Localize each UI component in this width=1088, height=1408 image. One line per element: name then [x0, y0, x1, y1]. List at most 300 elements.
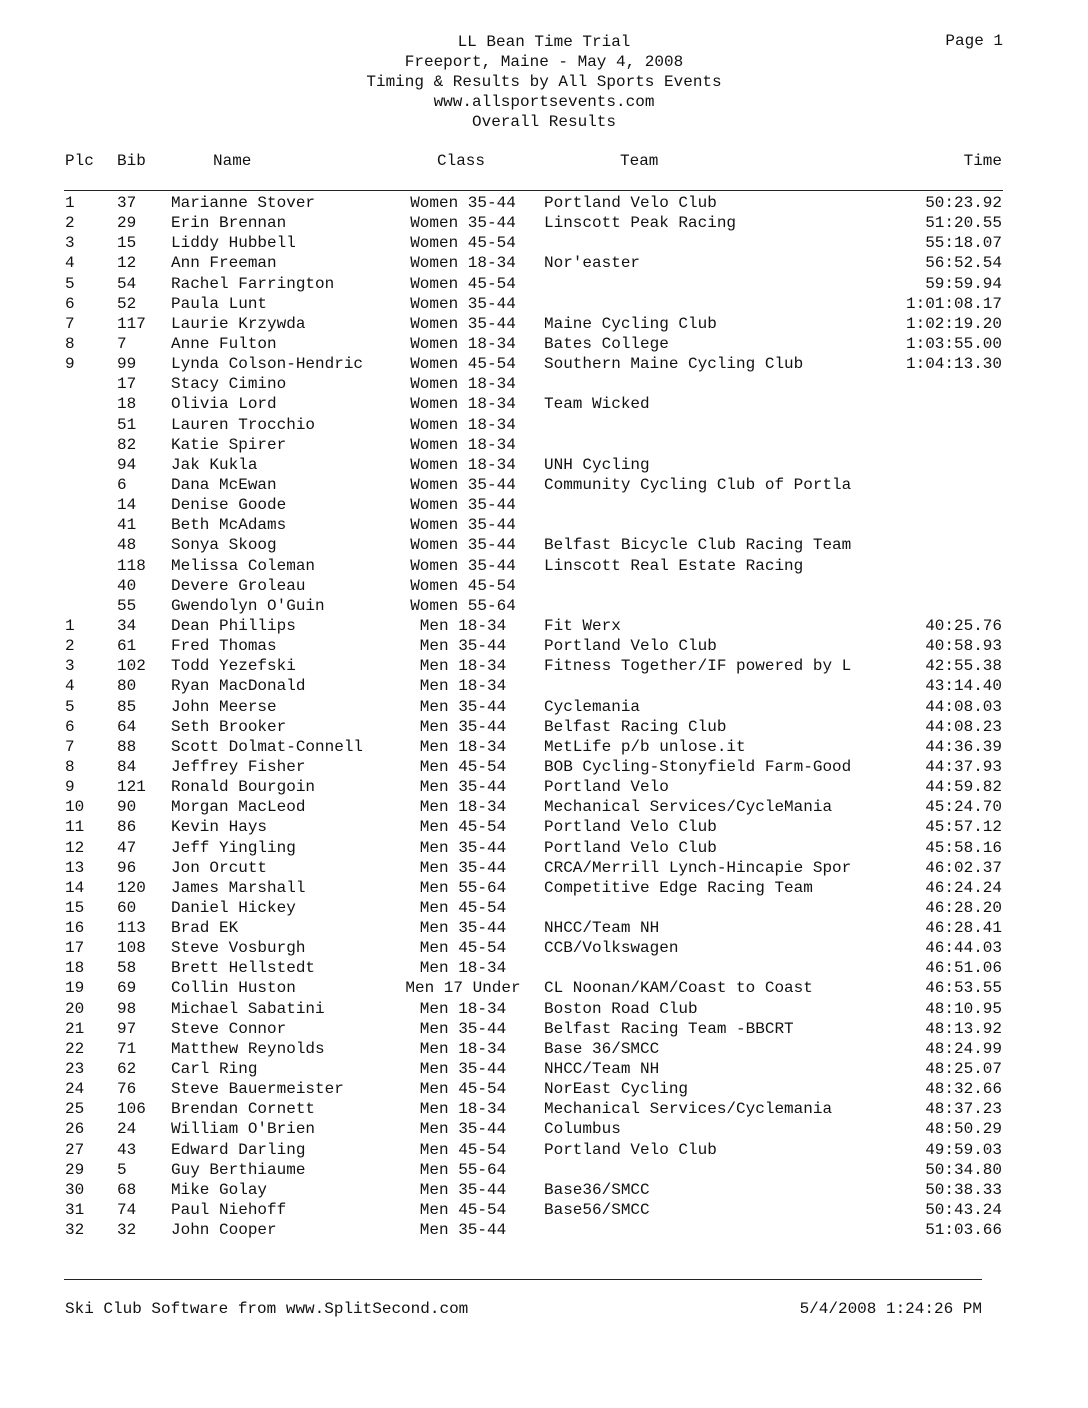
name-cell: Lauren Trocchio	[171, 415, 316, 434]
table-row	[0, 1160, 1088, 1180]
team-cell: Linscott Peak Racing	[544, 214, 737, 233]
name-cell: Anne Fulton	[171, 334, 277, 353]
bib-cell: 108	[117, 939, 146, 958]
bib-cell: 12	[117, 254, 137, 273]
place-cell: 1	[65, 616, 75, 635]
class-cell: Women 35-44	[410, 294, 516, 313]
table-row	[0, 374, 1088, 394]
name-cell: Scott Dolmat-Connell	[171, 737, 364, 756]
team-cell: Boston Road Club	[544, 999, 698, 1018]
time-cell: 50:43.24	[925, 1201, 1002, 1220]
team-cell: MetLife p/b unlose.it	[544, 737, 746, 756]
class-cell: Men 45-54	[419, 1140, 507, 1159]
class-cell: Men 35-44	[419, 858, 507, 877]
time-cell: 45:57.12	[925, 818, 1002, 837]
time-cell: 46:44.03	[925, 939, 1002, 958]
time-cell: 56:52.54	[925, 254, 1002, 273]
class-cell: Women 45-54	[410, 274, 516, 293]
name-cell: Stacy Cimino	[171, 375, 287, 394]
team-cell: Portland Velo Club	[544, 838, 717, 857]
time-cell: 59:59.94	[925, 274, 1002, 293]
table-row	[0, 777, 1088, 797]
team-cell: Columbus	[544, 1120, 621, 1139]
bib-cell: 34	[117, 616, 137, 635]
column-header-class: Class	[437, 152, 486, 170]
bib-cell: 85	[117, 697, 137, 716]
name-cell: Marianne Stover	[171, 194, 316, 212]
name-cell: Fred Thomas	[171, 637, 277, 656]
class-cell: Women 45-54	[410, 355, 516, 374]
table-row	[0, 1180, 1088, 1200]
team-cell: NHCC/Team NH	[544, 1060, 660, 1079]
place-cell: 4	[65, 677, 75, 696]
table-row	[0, 1059, 1088, 1079]
name-cell: Mike Golay	[171, 1180, 268, 1199]
name-cell: Michael Sabatini	[171, 999, 325, 1018]
bib-cell: 32	[117, 1221, 137, 1240]
name-cell: Paul Niehoff	[171, 1201, 287, 1220]
table-row	[0, 797, 1088, 817]
table-row	[0, 817, 1088, 837]
place-cell: 3	[65, 234, 75, 253]
name-cell: James Marshall	[171, 878, 306, 897]
time-cell: 48:10.95	[925, 999, 1002, 1018]
time-cell: 46:51.06	[925, 959, 1002, 978]
class-cell: Women 35-44	[410, 496, 516, 515]
name-cell: Jeff Yingling	[171, 838, 296, 857]
team-cell: Base36/SMCC	[544, 1180, 650, 1199]
team-cell: Belfast Bicycle Club Racing Team	[544, 536, 852, 555]
bib-cell: 47	[117, 838, 137, 857]
bib-cell: 51	[117, 415, 137, 434]
table-row	[0, 938, 1088, 958]
place-cell: 26	[65, 1120, 85, 1139]
name-cell: Erin Brennan	[171, 214, 287, 233]
place-cell: 23	[65, 1060, 85, 1079]
place-cell: 6	[65, 294, 75, 313]
class-cell: Men 35-44	[419, 778, 507, 797]
class-cell: Men 18-34	[419, 1039, 507, 1058]
time-cell: 50:23.92	[925, 194, 1002, 212]
place-cell: 9	[65, 355, 75, 374]
class-cell: Men 45-54	[419, 757, 507, 776]
software-credit: Ski Club Software from www.SplitSecond.com	[65, 1300, 469, 1318]
table-row	[0, 535, 1088, 555]
table-row	[0, 455, 1088, 475]
class-cell: Men 35-44	[419, 1180, 507, 1199]
table-row	[0, 294, 1088, 314]
place-cell: 22	[65, 1039, 85, 1058]
table-row	[0, 898, 1088, 918]
place-cell: 18	[65, 959, 85, 978]
place-cell: 30	[65, 1180, 85, 1199]
name-cell: Ryan MacDonald	[171, 677, 306, 696]
name-cell: Dana McEwan	[171, 475, 277, 494]
bib-cell: 24	[117, 1120, 137, 1139]
place-cell: 7	[65, 737, 75, 756]
team-cell: BOB Cycling-Stonyfield Farm-Good	[544, 757, 852, 776]
results-table	[0, 193, 1088, 1240]
name-cell: Gwendolyn O'Guin	[171, 596, 325, 615]
place-cell: 12	[65, 838, 85, 857]
team-cell: Southern Maine Cycling Club	[544, 355, 804, 374]
time-cell: 46:53.55	[925, 979, 1002, 998]
team-cell: Competitive Edge Racing Team	[544, 878, 813, 897]
page-number: Page 1	[945, 32, 1003, 50]
column-header-team: Team	[620, 152, 659, 170]
place-cell: 13	[65, 858, 85, 877]
place-cell: 15	[65, 898, 85, 917]
bib-cell: 98	[117, 999, 137, 1018]
class-cell: Men 55-64	[419, 878, 507, 897]
name-cell: Brad EK	[171, 919, 239, 938]
time-cell: 51:03.66	[925, 1221, 1002, 1240]
team-cell: UNH Cycling	[544, 455, 650, 474]
team-cell: Bates College	[544, 334, 669, 353]
bib-cell: 99	[117, 355, 137, 374]
name-cell: Guy Berthiaume	[171, 1160, 306, 1179]
name-cell: Jak Kukla	[171, 455, 258, 474]
column-header-name: Name	[213, 152, 252, 170]
place-cell: 7	[65, 314, 75, 333]
table-row	[0, 1119, 1088, 1139]
event-title: LL Bean Time Trial	[457, 33, 631, 51]
team-cell: Cyclemania	[544, 697, 641, 716]
bib-cell: 48	[117, 536, 137, 555]
class-cell: Men 18-34	[419, 616, 507, 635]
class-cell: Men 18-34	[419, 737, 507, 756]
bib-cell: 84	[117, 757, 137, 776]
class-cell: Men 17 Under	[405, 979, 521, 998]
name-cell: Lynda Colson-Hendric	[171, 355, 364, 374]
team-cell: CRCA/Merrill Lynch-Hincapie Spor	[544, 858, 852, 877]
table-row	[0, 515, 1088, 535]
bib-cell: 106	[117, 1100, 146, 1119]
table-row	[0, 314, 1088, 334]
place-cell: 3	[65, 657, 75, 676]
bib-cell: 102	[117, 657, 146, 676]
team-cell: NorEast Cycling	[544, 1080, 689, 1099]
class-cell: Men 35-44	[419, 697, 507, 716]
team-cell: Fit Werx	[544, 616, 621, 635]
class-cell: Women 35-44	[410, 516, 516, 535]
bib-cell: 43	[117, 1140, 137, 1159]
table-row	[0, 1200, 1088, 1220]
bib-cell: 18	[117, 395, 137, 414]
time-cell: 45:24.70	[925, 798, 1002, 817]
table-row	[0, 1099, 1088, 1119]
table-row	[0, 233, 1088, 253]
time-cell: 43:14.40	[925, 677, 1002, 696]
bib-cell: 7	[117, 334, 127, 353]
table-row	[0, 1079, 1088, 1099]
place-cell: 1	[65, 194, 75, 212]
team-cell: Maine Cycling Club	[544, 314, 717, 333]
class-cell: Women 18-34	[410, 415, 516, 434]
class-cell: Men 35-44	[419, 1060, 507, 1079]
time-cell: 55:18.07	[925, 234, 1002, 253]
class-cell: Men 45-54	[419, 1080, 507, 1099]
bib-cell: 82	[117, 435, 137, 454]
name-cell: Ronald Bourgoin	[171, 778, 316, 797]
event-location-date: Freeport, Maine - May 4, 2008	[404, 53, 684, 71]
place-cell: 9	[65, 778, 75, 797]
name-cell: Steve Connor	[171, 1019, 287, 1038]
team-cell: Nor'easter	[544, 254, 641, 273]
team-cell: Portland Velo Club	[544, 818, 717, 837]
class-cell: Women 55-64	[410, 596, 516, 615]
time-cell: 44:08.03	[925, 697, 1002, 716]
team-cell: Base 36/SMCC	[544, 1039, 660, 1058]
table-row	[0, 858, 1088, 878]
bib-cell: 97	[117, 1019, 137, 1038]
bib-cell: 80	[117, 677, 137, 696]
team-cell: Portland Velo Club	[544, 194, 717, 212]
table-row	[0, 757, 1088, 777]
team-cell: Mechanical Services/Cyclemania	[544, 1100, 833, 1119]
table-row	[0, 495, 1088, 515]
table-row	[0, 475, 1088, 495]
class-cell: Men 18-34	[419, 798, 507, 817]
class-cell: Men 18-34	[419, 959, 507, 978]
bib-cell: 120	[117, 878, 146, 897]
bib-cell: 71	[117, 1039, 137, 1058]
class-cell: Men 35-44	[419, 1221, 507, 1240]
name-cell: Olivia Lord	[171, 395, 277, 414]
print-timestamp: 5/4/2008 1:24:26 PM	[799, 1300, 982, 1318]
bib-cell: 94	[117, 455, 137, 474]
team-cell: Community Cycling Club of Portla	[544, 475, 852, 494]
time-cell: 51:20.55	[925, 214, 1002, 233]
time-cell: 44:36.39	[925, 737, 1002, 756]
place-cell: 14	[65, 878, 85, 897]
class-cell: Women 18-34	[410, 334, 516, 353]
bib-cell: 88	[117, 737, 137, 756]
time-cell: 48:37.23	[925, 1100, 1002, 1119]
bib-cell: 5	[117, 1160, 127, 1179]
name-cell: Steve Bauermeister	[171, 1080, 344, 1099]
name-cell: Ann Freeman	[171, 254, 277, 273]
class-cell: Women 18-34	[410, 435, 516, 454]
name-cell: Melissa Coleman	[171, 556, 316, 575]
name-cell: Devere Groleau	[171, 576, 306, 595]
table-row	[0, 193, 1088, 213]
place-cell: 17	[65, 939, 85, 958]
name-cell: Matthew Reynolds	[171, 1039, 325, 1058]
place-cell: 25	[65, 1100, 85, 1119]
team-cell: CCB/Volkswagen	[544, 939, 679, 958]
place-cell: 29	[65, 1160, 85, 1179]
bib-cell: 90	[117, 798, 137, 817]
place-cell: 27	[65, 1140, 85, 1159]
time-cell: 44:59.82	[925, 778, 1002, 797]
time-cell: 48:13.92	[925, 1019, 1002, 1038]
class-cell: Men 45-54	[419, 898, 507, 917]
class-cell: Women 18-34	[410, 375, 516, 394]
time-cell: 1:02:19.20	[905, 314, 1002, 333]
class-cell: Women 35-44	[410, 314, 516, 333]
class-cell: Women 35-44	[410, 556, 516, 575]
place-cell: 20	[65, 999, 85, 1018]
bib-cell: 62	[117, 1060, 137, 1079]
table-row	[0, 435, 1088, 455]
team-cell: Portland Velo	[544, 778, 669, 797]
class-cell: Men 18-34	[419, 657, 507, 676]
time-cell: 46:28.41	[925, 919, 1002, 938]
name-cell: Carl Ring	[171, 1060, 258, 1079]
column-header-time: Time	[963, 152, 1002, 170]
name-cell: Steve Vosburgh	[171, 939, 306, 958]
table-row	[0, 354, 1088, 374]
table-row	[0, 394, 1088, 414]
place-cell: 8	[65, 334, 75, 353]
bib-cell: 69	[117, 979, 137, 998]
name-cell: Kevin Hays	[171, 818, 268, 837]
place-cell: 24	[65, 1080, 85, 1099]
table-row	[0, 978, 1088, 998]
place-cell: 10	[65, 798, 85, 817]
time-cell: 48:24.99	[925, 1039, 1002, 1058]
name-cell: Morgan MacLeod	[171, 798, 306, 817]
class-cell: Women 18-34	[410, 254, 516, 273]
bib-cell: 60	[117, 898, 137, 917]
column-header-bib: Bib	[117, 152, 146, 170]
time-cell: 49:59.03	[925, 1140, 1002, 1159]
class-cell: Men 35-44	[419, 717, 507, 736]
bib-cell: 14	[117, 496, 137, 515]
time-cell: 50:34.80	[925, 1160, 1002, 1179]
place-cell: 11	[65, 818, 85, 837]
name-cell: Daniel Hickey	[171, 898, 296, 917]
class-cell: Men 35-44	[419, 1019, 507, 1038]
bib-cell: 58	[117, 959, 137, 978]
class-cell: Women 18-34	[410, 395, 516, 414]
name-cell: Laurie Krzywda	[171, 314, 306, 333]
bib-cell: 52	[117, 294, 137, 313]
table-row	[0, 213, 1088, 233]
bib-cell: 54	[117, 274, 137, 293]
bib-cell: 76	[117, 1080, 137, 1099]
class-cell: Men 18-34	[419, 999, 507, 1018]
timing-website: www.allsportsevents.com	[433, 93, 655, 111]
name-cell: Todd Yezefski	[171, 657, 296, 676]
time-cell: 44:37.93	[925, 757, 1002, 776]
footer-divider	[64, 1279, 982, 1280]
bib-cell: 41	[117, 516, 137, 535]
name-cell: Edward Darling	[171, 1140, 306, 1159]
team-cell: Mechanical Services/CycleMania	[544, 798, 833, 817]
time-cell: 1:01:08.17	[905, 294, 1002, 313]
time-cell: 40:58.93	[925, 637, 1002, 656]
place-cell: 2	[65, 637, 75, 656]
bib-cell: 121	[117, 778, 146, 797]
place-cell: 21	[65, 1019, 85, 1038]
time-cell: 1:03:55.00	[905, 334, 1002, 353]
table-row	[0, 415, 1088, 435]
bib-cell: 17	[117, 375, 137, 394]
name-cell: Jeffrey Fisher	[171, 757, 306, 776]
table-row	[0, 334, 1088, 354]
team-cell: Belfast Racing Team -BBCRT	[544, 1019, 794, 1038]
name-cell: Sonya Skoog	[171, 536, 277, 555]
place-cell: 4	[65, 254, 75, 273]
time-cell: 45:58.16	[925, 838, 1002, 857]
table-row	[0, 274, 1088, 294]
table-row	[0, 616, 1088, 636]
team-cell: Base56/SMCC	[544, 1201, 650, 1220]
place-cell: 8	[65, 757, 75, 776]
place-cell: 5	[65, 274, 75, 293]
bib-cell: 74	[117, 1201, 137, 1220]
name-cell: Brett Hellstedt	[171, 959, 316, 978]
name-cell: Brendan Cornett	[171, 1100, 316, 1119]
table-row	[0, 556, 1088, 576]
place-cell: 2	[65, 214, 75, 233]
bib-cell: 64	[117, 717, 137, 736]
table-row	[0, 717, 1088, 737]
time-cell: 44:08.23	[925, 717, 1002, 736]
table-row	[0, 596, 1088, 616]
name-cell: Rachel Farrington	[171, 274, 335, 293]
column-header-plc: Plc	[65, 152, 94, 170]
name-cell: John Meerse	[171, 697, 277, 716]
class-cell: Men 35-44	[419, 637, 507, 656]
table-row	[0, 1140, 1088, 1160]
class-cell: Women 35-44	[410, 475, 516, 494]
class-cell: Men 18-34	[419, 1100, 507, 1119]
name-cell: Liddy Hubbell	[171, 234, 296, 253]
bib-cell: 68	[117, 1180, 137, 1199]
timing-credit: Timing & Results by All Sports Events	[366, 73, 722, 91]
place-cell: 19	[65, 979, 85, 998]
bib-cell: 15	[117, 234, 137, 253]
class-cell: Men 45-54	[419, 818, 507, 837]
name-cell: John Cooper	[171, 1221, 277, 1240]
class-cell: Men 35-44	[419, 838, 507, 857]
class-cell: Men 35-44	[419, 1120, 507, 1139]
bib-cell: 117	[117, 314, 146, 333]
class-cell: Men 45-54	[419, 939, 507, 958]
class-cell: Men 45-54	[419, 1201, 507, 1220]
table-row	[0, 838, 1088, 858]
bib-cell: 61	[117, 637, 137, 656]
table-row	[0, 576, 1088, 596]
name-cell: William O'Brien	[171, 1120, 316, 1139]
place-cell: 6	[65, 717, 75, 736]
table-row	[0, 918, 1088, 938]
name-cell: Dean Phillips	[171, 616, 296, 635]
time-cell: 42:55.38	[925, 657, 1002, 676]
team-cell: Team Wicked	[544, 395, 650, 414]
time-cell: 1:04:13.30	[905, 355, 1002, 374]
header-divider	[64, 190, 1003, 191]
table-row	[0, 958, 1088, 978]
table-row	[0, 676, 1088, 696]
place-cell: 5	[65, 697, 75, 716]
table-row	[0, 737, 1088, 757]
bib-cell: 6	[117, 475, 127, 494]
class-cell: Women 35-44	[410, 536, 516, 555]
table-row	[0, 1019, 1088, 1039]
name-cell: Paula Lunt	[171, 294, 268, 313]
bib-cell: 96	[117, 858, 137, 877]
bib-cell: 86	[117, 818, 137, 837]
results-subtitle: Overall Results	[471, 113, 617, 131]
name-cell: Jon Orcutt	[171, 858, 268, 877]
class-cell: Women 35-44	[410, 214, 516, 233]
name-cell: Collin Huston	[171, 979, 296, 998]
team-cell: Belfast Racing Club	[544, 717, 727, 736]
